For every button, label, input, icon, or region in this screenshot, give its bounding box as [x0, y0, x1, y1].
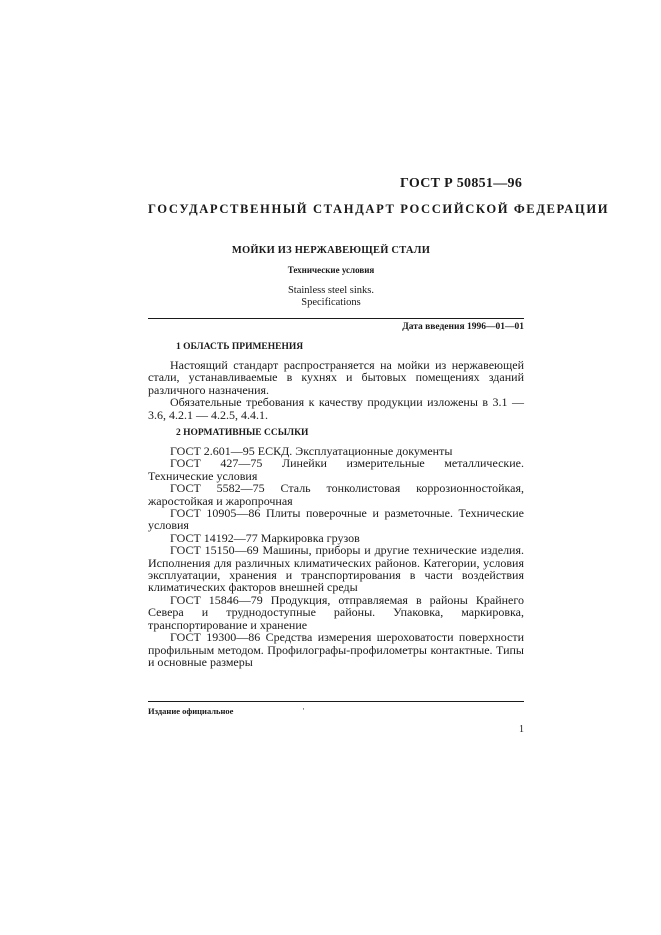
reference-item: ГОСТ 2.601—95 ЕСКД. Эксплуатационные документы [170, 444, 453, 458]
document-title: МОЙКИ ИЗ НЕРЖАВЕЮЩЕЙ СТАЛИ [231, 245, 431, 256]
paragraph: Настоящий стандарт распространяется на мойки из нержавеющей стали, устанавливаемые в кухнях и бытовых помещениях зданий различного назначения. [148, 358, 524, 397]
footer-divider [148, 701, 524, 702]
reference-item: ГОСТ 10905—86 Плиты поверочные и разметочные. Технические условия [148, 506, 524, 533]
footer-dot: · [302, 704, 305, 714]
section-body-scope [148, 359, 524, 421]
section-heading-scope: 1 ОБЛАСТЬ ПРИМЕНЕНИЯ [176, 342, 304, 352]
page-number: 1 [519, 724, 524, 735]
introduction-date: Дата введения 1996—01—01 [402, 322, 524, 332]
reference-item: ГОСТ 15846—79 Продукция, отправляемая в районы Крайнего Севера и труднодоступные районы. Упаковка, маркировка, транспортирование и хранение [148, 592, 524, 632]
document-subtitle: Технические условия [287, 265, 375, 275]
gov-standard-title: ГОСУДАРСТВЕННЫЙ СТАНДАРТ РОССИЙСКОЙ ФЕДЕРАЦИИ [148, 202, 610, 216]
section-body-references [148, 445, 524, 668]
paragraph: Обязательные требования к качеству продукции изложены в 3.1 — 3.6, 4.2.1 — 4.2.5, 4.4.1. [148, 395, 524, 422]
reference-item: ГОСТ 427—75 Линейки измерительные металлические. Технические условия [148, 456, 524, 483]
reference-item: ГОСТ 14192—77 Маркировка грузов [170, 530, 360, 545]
reference-item: ГОСТ 15150—69 Машины, приборы и другие технические изделия. Исполнения для различных климатических районов. Категории, условия эксплуатации, хранения и транспортирования в части воздействия климатических факторов внешней среды [148, 543, 524, 595]
reference-item: ГОСТ 19300—86 Средства измерения шероховатости поверхности профильным методом. Профилографы-профилометры контактные. Типы и основные размеры [148, 630, 524, 669]
english-title-line2: Specifications [301, 297, 361, 308]
english-title [148, 285, 514, 309]
english-title-line1: Stainless steel sinks. [287, 285, 375, 296]
official-edition-label: Издание официальное [148, 706, 234, 716]
standard-number: ГОСТ Р 50851—96 [400, 176, 523, 191]
reference-item: ГОСТ 5582—75 Сталь тонколистовая коррозионностойкая, жаростойкая и жаропрочная [148, 481, 524, 508]
section-heading-references: 2 НОРМАТИВНЫЕ ССЫЛКИ [176, 428, 309, 438]
header-divider [148, 318, 524, 319]
